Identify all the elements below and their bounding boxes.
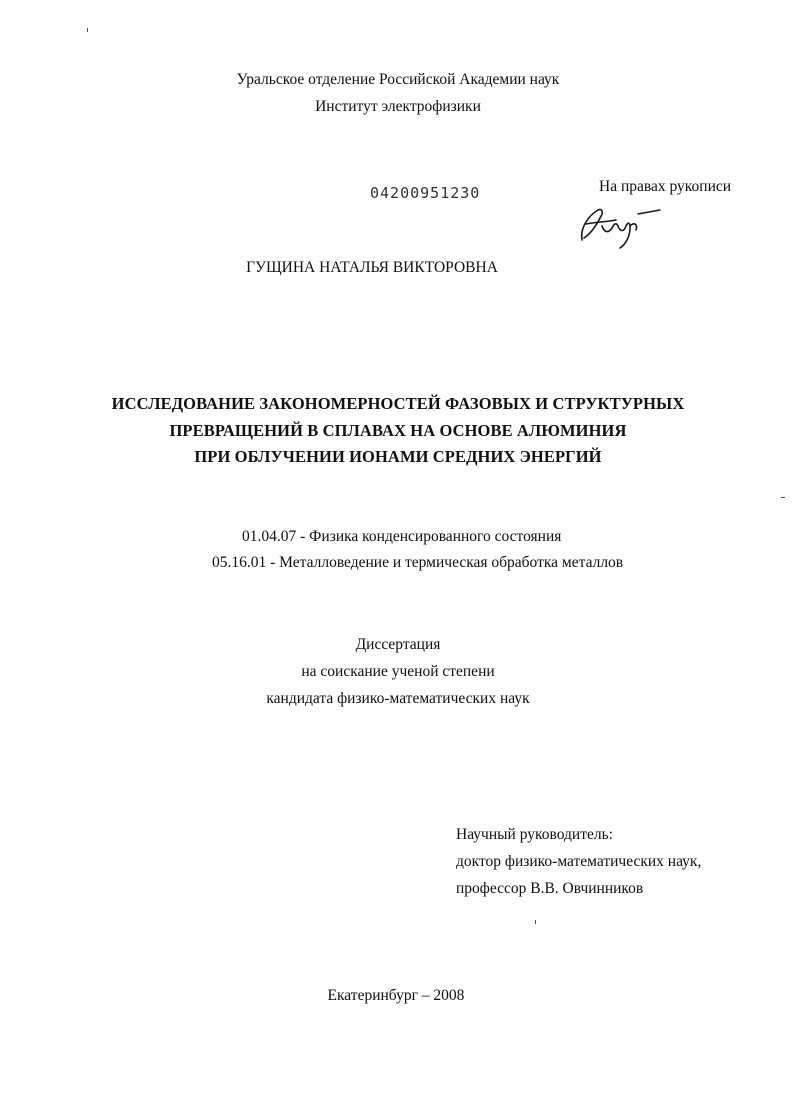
registration-number: 04200951230 [370,184,481,202]
dissertation-degree: кандидата физико-математических наук [266,690,530,707]
signature-icon [572,196,664,254]
author-name: ГУЩИНА НАТАЛЬЯ ВИКТОРОВНА [246,259,498,276]
dissertation-purpose: на соискание ученой степени [301,663,495,680]
scan-speck [535,920,536,924]
supervisor-degree: доктор физико-математических наук, [456,853,702,870]
dissertation-title-line-3: ПРИ ОБЛУЧЕНИИ ИОНАМИ СРЕДНИХ ЭНЕРГИЙ [194,447,602,466]
institute-name: Институт электрофизики [315,98,481,115]
organization-name: Уральское отделение Российской Академии наук [236,71,560,88]
specialty-line: 01.04.07 - Физика конденсированного состояния [242,528,562,545]
place-and-year: Екатеринбург – 2008 [327,987,465,1004]
supervisor-role: Научный руководитель: [456,826,613,843]
manuscript-rights-label: На правах рукописи [599,178,732,195]
dissertation-title-line-1: ИССЛЕДОВАНИЕ ЗАКОНОМЕРНОСТЕЙ ФАЗОВЫХ И СТРУКТУРНЫХ [111,394,685,413]
dissertation-type: Диссертация [355,636,441,653]
scan-speck [87,28,88,32]
scan-speck [781,497,785,498]
dissertation-title-line-2: ПРЕВРАЩЕНИЙ В СПЛАВАХ НА ОСНОВЕ АЛЮМИНИЯ [169,421,627,440]
specialty-line: 05.16.01 - Металловедение и термическая обработка металлов [212,554,624,571]
supervisor-name: профессор В.В. Овчинников [456,880,644,897]
